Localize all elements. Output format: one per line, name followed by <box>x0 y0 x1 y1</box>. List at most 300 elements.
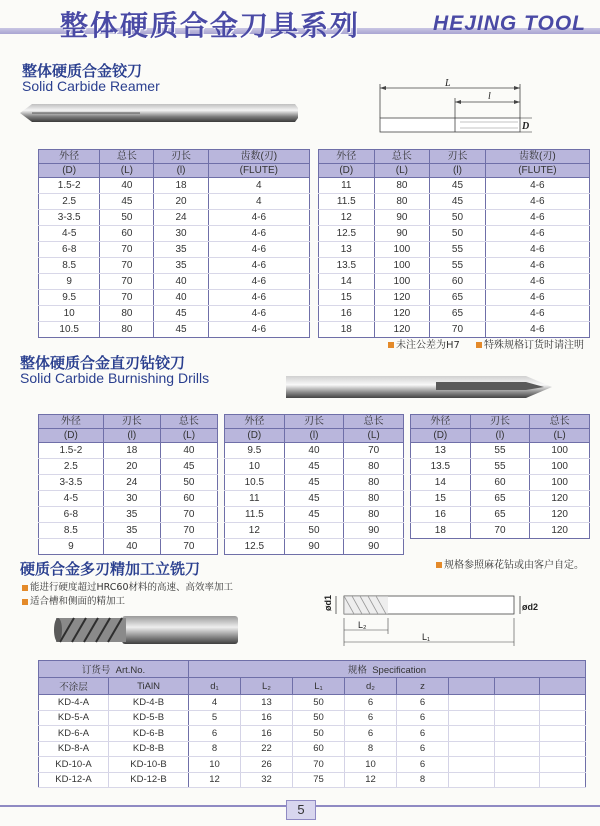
diagram-label-d2: ød2 <box>522 602 539 612</box>
table-cell: 80 <box>100 306 154 322</box>
table-row <box>39 523 218 539</box>
reamer-title-cn: 整体硬质合金铰刀 <box>22 62 143 80</box>
bullet-square-icon <box>388 342 394 348</box>
table-cell: 90 <box>374 210 430 226</box>
bullet-square-icon <box>22 599 28 605</box>
table-cell: 55 <box>430 242 486 258</box>
col-blank <box>494 678 540 695</box>
reamer-title-en: Solid Carbide Reamer <box>22 78 160 94</box>
table-cell: 120 <box>374 322 430 338</box>
header-cell: 齿数(刃) <box>485 150 589 164</box>
table-cell: KD-8-A <box>39 741 109 757</box>
table-cell: 6 <box>345 726 397 742</box>
table-row <box>39 710 586 726</box>
table-cell: 22 <box>241 741 293 757</box>
table-row <box>39 507 218 523</box>
page-number: 5 <box>286 800 316 820</box>
table-cell: 9.5 <box>225 443 285 459</box>
table-cell: 8.5 <box>39 258 100 274</box>
table-row <box>225 539 404 555</box>
table-cell: 12 <box>319 210 375 226</box>
table-cell: 100 <box>374 258 430 274</box>
col-L1: L₁ <box>293 678 345 695</box>
table-row <box>225 491 404 507</box>
table-row <box>39 772 586 788</box>
table-cell: 60 <box>293 741 345 757</box>
table-cell: 100 <box>374 274 430 290</box>
table-row <box>39 539 218 555</box>
table-cell: 50 <box>284 523 344 539</box>
table-row <box>39 306 310 322</box>
table-cell: 4-6 <box>485 226 589 242</box>
table-cell <box>494 695 540 711</box>
table-cell: 10 <box>189 757 241 773</box>
table-cell: 6-8 <box>39 242 100 258</box>
table-cell <box>449 726 495 742</box>
table-cell: 4 <box>189 695 241 711</box>
col-d2: d₂ <box>345 678 397 695</box>
table-cell: 30 <box>103 491 160 507</box>
drill-table-3 <box>410 414 590 539</box>
end-mill-order-table <box>38 660 586 788</box>
header-sub-cell: (l) <box>430 164 486 178</box>
table-cell: 80 <box>344 491 404 507</box>
header-sub-cell: (l) <box>154 164 208 178</box>
table-row <box>39 322 310 338</box>
header-sub-cell: (l) <box>470 429 530 443</box>
table-cell: 50 <box>430 226 486 242</box>
table-cell: KD-12-A <box>39 772 109 788</box>
page-header <box>0 0 600 46</box>
table-cell: 60 <box>470 475 530 491</box>
table-cell: 90 <box>374 226 430 242</box>
table-cell: 60 <box>430 274 486 290</box>
col-blank <box>449 678 495 695</box>
spec-header: 规格 Specification <box>189 661 586 678</box>
end-mill-image <box>52 608 242 654</box>
table-cell: 15 <box>411 491 471 507</box>
table-row <box>39 290 310 306</box>
table-cell: 45 <box>284 507 344 523</box>
table-cell: 10 <box>345 757 397 773</box>
table-cell: 10.5 <box>39 322 100 338</box>
table-cell: 6 <box>189 726 241 742</box>
table-cell: 120 <box>374 306 430 322</box>
table-cell: KD-8-B <box>109 741 189 757</box>
table-row <box>319 290 590 306</box>
table-cell: 40 <box>154 290 208 306</box>
mill-bullet-1: 能进行硬度超过HRC60材料的高速、高效率加工 <box>22 579 233 593</box>
table-cell: KD-10-A <box>39 757 109 773</box>
table-row <box>39 459 218 475</box>
table-cell: 6 <box>345 695 397 711</box>
mill-title-cn: 硬质合金多刃精加工立铣刀 <box>20 560 201 578</box>
table-cell: 24 <box>103 475 160 491</box>
table-cell: 6 <box>397 726 449 742</box>
table-cell: 12 <box>225 523 285 539</box>
table-cell: 70 <box>100 242 154 258</box>
col-L2: L₂ <box>241 678 293 695</box>
table-cell: 80 <box>100 322 154 338</box>
table-cell: 1.5-2 <box>39 178 100 194</box>
diagram-label-l: l <box>488 91 491 102</box>
table-cell: 10 <box>39 306 100 322</box>
table-row <box>319 226 590 242</box>
drill-image <box>286 372 554 402</box>
table-cell: 18 <box>411 523 471 539</box>
col-uncoated: 不涂层 <box>39 678 109 695</box>
table-cell: 4-6 <box>208 226 309 242</box>
table-cell: 3-3.5 <box>39 210 100 226</box>
diagram-label-L2: L₂ <box>358 620 367 630</box>
table-cell: 18 <box>103 443 160 459</box>
header-sub-cell: (l) <box>103 429 160 443</box>
table-cell: 6 <box>397 741 449 757</box>
table-cell <box>449 772 495 788</box>
table-cell: 8 <box>345 741 397 757</box>
table-cell: 40 <box>100 178 154 194</box>
table-cell: 70 <box>160 539 217 555</box>
table-cell: KD-4-B <box>109 695 189 711</box>
table-cell: 65 <box>470 507 530 523</box>
table-cell: 100 <box>530 475 590 491</box>
table-cell: 65 <box>430 306 486 322</box>
table-cell: 35 <box>154 258 208 274</box>
table-cell: 4-6 <box>208 290 309 306</box>
table-cell: 45 <box>100 194 154 210</box>
table-cell: 4-6 <box>485 290 589 306</box>
table-cell: 50 <box>100 210 154 226</box>
table-cell: 3-3.5 <box>39 475 104 491</box>
table-cell: 4-5 <box>39 491 104 507</box>
table-cell: 45 <box>430 194 486 210</box>
header-cell: 刃长 <box>470 415 530 429</box>
table-cell: 70 <box>160 523 217 539</box>
table-cell: 70 <box>293 757 345 773</box>
table-cell: 45 <box>284 475 344 491</box>
header-sub-cell: (L) <box>530 429 590 443</box>
table-cell: 40 <box>160 443 217 459</box>
header-cell: 齿数(刃) <box>208 150 309 164</box>
table-cell: 100 <box>530 443 590 459</box>
header-cell: 刃长 <box>284 415 344 429</box>
table-cell: 90 <box>284 539 344 555</box>
table-cell: 12.5 <box>319 226 375 242</box>
table-cell: 8 <box>397 772 449 788</box>
table-cell: 45 <box>430 178 486 194</box>
table-cell: KD-5-B <box>109 710 189 726</box>
table-cell: 4-6 <box>485 242 589 258</box>
table-row <box>319 258 590 274</box>
table-row <box>39 475 218 491</box>
table-row <box>225 523 404 539</box>
table-cell: KD-6-B <box>109 726 189 742</box>
table-cell: 45 <box>154 306 208 322</box>
table-cell: 60 <box>160 491 217 507</box>
table-cell: 90 <box>344 523 404 539</box>
table-cell: 70 <box>470 523 530 539</box>
table-cell: 4-6 <box>485 258 589 274</box>
header-sub-cell: (L) <box>374 164 430 178</box>
table-cell: 40 <box>154 274 208 290</box>
table-cell: 6-8 <box>39 507 104 523</box>
table-cell: 80 <box>344 507 404 523</box>
col-tiain: TiAlN <box>109 678 189 695</box>
table-cell: 13.5 <box>411 459 471 475</box>
table-cell <box>494 741 540 757</box>
table-cell: 16 <box>319 306 375 322</box>
reamer-diagram <box>370 78 540 148</box>
header-cell: 总长 <box>160 415 217 429</box>
brand-name: HEJING TOOL <box>433 12 586 35</box>
table-row <box>39 695 586 711</box>
table-cell: 70 <box>100 258 154 274</box>
header-cell: 总长 <box>100 150 154 164</box>
table-cell: 12 <box>189 772 241 788</box>
header-cell: 刃长 <box>154 150 208 164</box>
header-sub-cell: (L) <box>160 429 217 443</box>
header-cell: 刃长 <box>430 150 486 164</box>
table-cell: 13.5 <box>319 258 375 274</box>
table-cell: 80 <box>344 459 404 475</box>
table-cell: 5 <box>189 710 241 726</box>
header-cell: 总长 <box>374 150 430 164</box>
table-row <box>411 507 590 523</box>
table-cell: 18 <box>319 322 375 338</box>
table-cell: 45 <box>154 322 208 338</box>
table-row <box>319 306 590 322</box>
header-sub-cell: (D) <box>39 429 104 443</box>
table-row <box>319 274 590 290</box>
table-cell: 4 <box>208 194 309 210</box>
table-cell: 2.5 <box>39 459 104 475</box>
table-cell <box>449 710 495 726</box>
table-row <box>319 242 590 258</box>
table-cell: KD-4-A <box>39 695 109 711</box>
table-cell: 45 <box>160 459 217 475</box>
table-cell: 50 <box>293 710 345 726</box>
header-cell: 刃长 <box>103 415 160 429</box>
end-mill-diagram <box>318 590 539 652</box>
table-cell <box>449 695 495 711</box>
table-cell: 6 <box>397 710 449 726</box>
table-cell <box>540 726 586 742</box>
table-cell: 6 <box>397 757 449 773</box>
table-cell: 10.5 <box>225 475 285 491</box>
table-cell: 80 <box>374 194 430 210</box>
table-cell: 4-6 <box>485 306 589 322</box>
order-no-header: 订货号 Art.No. <box>39 661 189 678</box>
table-cell: 40 <box>103 539 160 555</box>
table-cell: 4-5 <box>39 226 100 242</box>
bullet-square-icon <box>476 342 482 348</box>
table-cell: 45 <box>284 459 344 475</box>
table-cell: 70 <box>430 322 486 338</box>
table-cell: 14 <box>411 475 471 491</box>
table-cell: 13 <box>241 695 293 711</box>
table-cell <box>449 741 495 757</box>
col-blank <box>540 678 586 695</box>
table-row <box>319 210 590 226</box>
table-cell: 11 <box>319 178 375 194</box>
table-row <box>39 757 586 773</box>
table-cell: 4-6 <box>485 210 589 226</box>
bullet-square-icon <box>22 585 28 591</box>
col-d1: d₁ <box>189 678 241 695</box>
header-sub-cell: (l) <box>284 429 344 443</box>
table-cell <box>494 726 540 742</box>
table-cell: 4-6 <box>208 210 309 226</box>
table-cell: 11.5 <box>225 507 285 523</box>
table-cell: 4-6 <box>485 178 589 194</box>
table-row <box>39 210 310 226</box>
table-cell: 13 <box>411 443 471 459</box>
table-cell: 4-6 <box>485 322 589 338</box>
table-cell <box>540 695 586 711</box>
table-cell: 120 <box>374 290 430 306</box>
table-cell: 70 <box>160 507 217 523</box>
table-cell: 60 <box>100 226 154 242</box>
table-cell: 16 <box>241 726 293 742</box>
bullet-square-icon <box>436 562 442 568</box>
table-cell: KD-5-A <box>39 710 109 726</box>
table-cell <box>449 757 495 773</box>
table-cell: 50 <box>293 726 345 742</box>
table-cell: 16 <box>241 710 293 726</box>
header-sub-cell: (D) <box>225 429 285 443</box>
table-cell <box>540 741 586 757</box>
table-cell: 90 <box>344 539 404 555</box>
drills-title-cn: 整体硬质合金直刃钻铰刀 <box>20 354 186 372</box>
header-sub-cell: (D) <box>39 164 100 178</box>
table-row <box>319 178 590 194</box>
table-cell: 70 <box>100 290 154 306</box>
header-cell: 总长 <box>530 415 590 429</box>
reamer-table-2 <box>318 149 590 338</box>
header-cell: 外径 <box>39 150 100 164</box>
table-cell: 15 <box>319 290 375 306</box>
table-cell: 4-6 <box>208 242 309 258</box>
table-row <box>225 443 404 459</box>
table-cell: 50 <box>160 475 217 491</box>
header-sub-cell: (D) <box>319 164 375 178</box>
table-cell: 30 <box>154 226 208 242</box>
header-sub-cell: (D) <box>411 429 471 443</box>
table-cell: 4-6 <box>208 306 309 322</box>
table-cell <box>494 710 540 726</box>
table-row <box>39 226 310 242</box>
header-sub-cell: (L) <box>100 164 154 178</box>
table-cell <box>540 757 586 773</box>
table-cell: 11.5 <box>319 194 375 210</box>
table-cell: 55 <box>470 443 530 459</box>
table-cell <box>540 772 586 788</box>
reamer-note-2: 特殊规格订货时请注明 <box>476 336 584 351</box>
table-cell: 26 <box>241 757 293 773</box>
table-row <box>411 523 590 539</box>
table-cell: 4-6 <box>485 274 589 290</box>
table-cell: 8 <box>189 741 241 757</box>
table-cell: 13 <box>319 242 375 258</box>
table-cell: 10 <box>225 459 285 475</box>
table-cell: 80 <box>344 475 404 491</box>
table-cell: 2.5 <box>39 194 100 210</box>
table-row <box>225 459 404 475</box>
table-cell: 20 <box>154 194 208 210</box>
header-sub-cell: (L) <box>344 429 404 443</box>
header-cell: 外径 <box>225 415 285 429</box>
col-z: z <box>397 678 449 695</box>
table-cell: 35 <box>103 523 160 539</box>
table-cell: KD-6-A <box>39 726 109 742</box>
table-cell: 4-6 <box>208 258 309 274</box>
table-cell: 8.5 <box>39 523 104 539</box>
table-row <box>39 491 218 507</box>
page-title: 整体硬质合金刀具系列 <box>60 9 361 42</box>
table-cell: KD-10-B <box>109 757 189 773</box>
table-cell: 12 <box>345 772 397 788</box>
header-cell: 外径 <box>39 415 104 429</box>
reamer-note-1: 未注公差为H7 <box>388 336 460 351</box>
header-sub-cell: (FLUTE) <box>485 164 589 178</box>
diagram-label-D: D <box>522 121 530 132</box>
table-cell: 16 <box>411 507 471 523</box>
table-cell: 11 <box>225 491 285 507</box>
mill-bullet-2: 适合槽和侧面的精加工 <box>22 593 125 607</box>
drills-note: 规格参照麻花钻或由客户自定。 <box>436 556 584 571</box>
table-cell: 14 <box>319 274 375 290</box>
table-cell: 50 <box>293 695 345 711</box>
table-row <box>319 194 590 210</box>
reamer-image <box>20 100 300 126</box>
header-cell: 总长 <box>344 415 404 429</box>
table-row <box>39 194 310 210</box>
table-cell: KD-12-B <box>109 772 189 788</box>
drill-table-1 <box>38 414 218 555</box>
table-cell: 50 <box>430 210 486 226</box>
table-row <box>39 242 310 258</box>
table-cell: 120 <box>530 523 590 539</box>
table-cell: 32 <box>241 772 293 788</box>
table-cell: 35 <box>103 507 160 523</box>
drills-title-en: Solid Carbide Burnishing Drills <box>20 370 210 386</box>
table-cell: 20 <box>103 459 160 475</box>
reamer-table-1 <box>38 149 310 338</box>
table-cell: 4-6 <box>208 274 309 290</box>
table-row <box>39 274 310 290</box>
table-cell: 1.5-2 <box>39 443 104 459</box>
header-cell: 外径 <box>411 415 471 429</box>
table-cell: 80 <box>374 178 430 194</box>
table-row <box>39 443 218 459</box>
table-cell: 40 <box>284 443 344 459</box>
table-cell: 9 <box>39 274 100 290</box>
table-cell <box>494 772 540 788</box>
table-row <box>39 726 586 742</box>
table-cell: 100 <box>530 459 590 475</box>
table-cell <box>540 710 586 726</box>
table-cell: 9.5 <box>39 290 100 306</box>
diagram-label-d1: ød1 <box>323 594 333 611</box>
table-cell: 18 <box>154 178 208 194</box>
header-sub-cell: (FLUTE) <box>208 164 309 178</box>
table-row <box>225 475 404 491</box>
table-cell: 55 <box>470 459 530 475</box>
diagram-label-L: L <box>445 78 451 89</box>
table-cell <box>494 757 540 773</box>
table-row <box>411 491 590 507</box>
table-row <box>411 443 590 459</box>
